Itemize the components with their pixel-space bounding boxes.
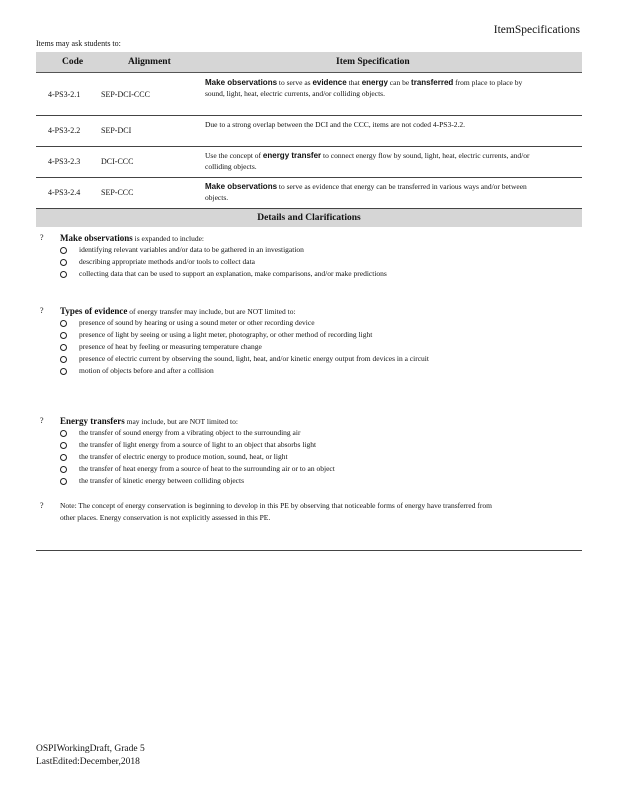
col-header-code: Code — [62, 57, 84, 67]
section-heading: Make observations is expanded to include: — [60, 233, 204, 243]
row-specification: Make observations to serve as evidence that energy can be transferred in various ways and/or between objects. — [205, 182, 527, 202]
list-item: collecting data that can be used to support an explanation, make comparisons, and/or make predictions — [60, 268, 530, 280]
row-alignment: SEP-DCI-CCC — [101, 90, 150, 99]
list-item: the transfer of sound energy from a vibrating object to the surrounding air — [60, 427, 530, 439]
row-alignment: SEP-DCI — [101, 126, 132, 135]
spec-bold: Make observations — [205, 78, 278, 87]
row-alignment: DCI-CCC — [101, 157, 134, 166]
bullet-list — [60, 427, 530, 487]
spec-bold: energy transfer — [262, 151, 322, 160]
details-header: Details and Clarifications — [36, 209, 582, 227]
section-heading: Energy transfers may include, but are NOT limited to: — [60, 416, 238, 426]
table-header — [36, 52, 582, 73]
bullet-list — [60, 317, 530, 377]
footer-last-edited: LastEdited:December,2018 — [36, 757, 140, 767]
list-item: presence of heat by feeling or measuring temperature change — [60, 341, 530, 353]
col-header-alignment: Alignment — [128, 57, 171, 67]
section-marker: ? — [40, 416, 44, 425]
row-code: 4-PS3-2.3 — [48, 157, 81, 166]
list-item: the transfer of kinetic energy between colliding objects — [60, 475, 530, 487]
list-item: presence of electric current by observing the sound, light, heat, and/or kinetic energy output from devices in a circuit — [60, 353, 530, 365]
row-code: 4-PS3-2.1 — [48, 90, 81, 99]
section-divider — [36, 550, 582, 551]
spec-bold: Make observations — [205, 182, 278, 191]
row-alignment: SEP-CCC — [101, 188, 134, 197]
list-item: identifying relevant variables and/or data to be gathered in an investigation — [60, 244, 530, 256]
list-item: the transfer of light energy from a source of light to an object that absorbs light — [60, 439, 530, 451]
list-item: the transfer of electric energy to produce motion, sound, heat, or light — [60, 451, 530, 463]
spec-bold: energy — [361, 78, 388, 87]
row-specification: Make observations to serve as evidence that energy can be transferred from place to place by sound, light, heat, electric currents, and/or colliding objects. — [205, 78, 523, 98]
page-header-title: ItemSpecifications — [493, 24, 580, 36]
list-item: motion of objects before and after a collision — [60, 365, 530, 377]
col-header-spec: Item Specification — [336, 57, 410, 67]
table-row — [36, 73, 582, 116]
spec-bold: transferred — [411, 78, 454, 87]
table-row — [36, 116, 582, 147]
section-marker: ? — [40, 501, 44, 510]
section-marker: ? — [40, 306, 44, 315]
row-code: 4-PS3-2.4 — [48, 188, 81, 197]
note-text: Note: The concept of energy conservation is beginning to develop in this PE by observing that noticeable forms of energy have transferred from other places. Energy conservation is not explicitly assessed in this PE. — [60, 501, 492, 522]
section-heading: Types of evidence of energy transfer may include, but are NOT limited to: — [60, 306, 296, 316]
intro-text: Items may ask students to: — [36, 39, 121, 48]
list-item: the transfer of heat energy from a source of heat to the surrounding air or to an object — [60, 463, 530, 475]
row-specification: Use the concept of energy transfer to connect energy flow by sound, light, heat, electric currents, and/or colliding objects. — [205, 151, 530, 171]
footer-draft-label: OSPIWorkingDraft, Grade 5 — [36, 744, 145, 754]
list-item: presence of light by seeing or using a light meter, photography, or other method of recording light — [60, 329, 530, 341]
list-item: presence of sound by hearing or using a sound meter or other recording device — [60, 317, 530, 329]
spec-bold: evidence — [312, 78, 347, 87]
table-row — [36, 178, 582, 209]
row-code: 4-PS3-2.2 — [48, 126, 81, 135]
list-item: describing appropriate methods and/or tools to collect data — [60, 256, 530, 268]
row-specification: Due to a strong overlap between the DCI and the CCC, items are not coded 4-PS3-2.2. — [205, 120, 465, 129]
item-spec-table — [36, 52, 582, 227]
section-marker: ? — [40, 233, 44, 242]
bullet-list — [60, 244, 530, 280]
table-row — [36, 147, 582, 178]
